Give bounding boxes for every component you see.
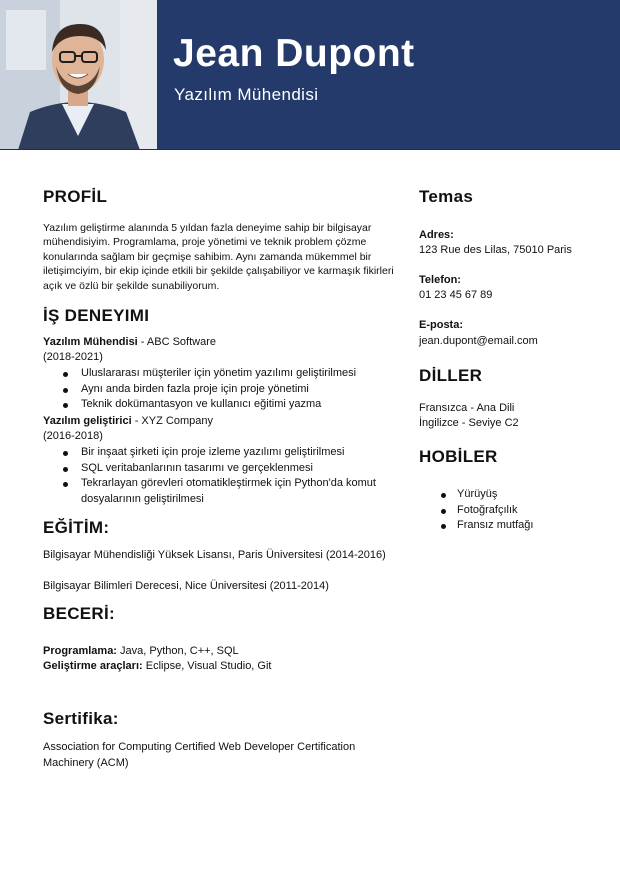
profile-photo-illustration	[0, 0, 157, 150]
language-item-1: Fransızca - Ana Dili	[419, 402, 515, 414]
hobbies-list	[419, 487, 599, 534]
bullet-icon	[63, 388, 68, 393]
bullet-icon	[441, 509, 446, 514]
list-item: Uluslararası müşteriler için yönetim yazılımı geliştirilmesi	[43, 366, 403, 382]
job-title-1	[43, 335, 216, 350]
list-item: SQL veritabanlarının tasarımı ve gerçeklenmesi	[43, 461, 403, 477]
list-item: Fransız mutfağı	[419, 518, 599, 534]
list-item: Aynı anda birden fazla proje için proje yönetimi	[43, 382, 403, 398]
list-item: Teknik dokümantasyon ve kullanıcı eğitimi yazma	[43, 397, 403, 413]
bullet-icon	[441, 493, 446, 498]
skill-item-2: Geliştirme araçları: Eclipse, Visual Studio, Git	[43, 660, 272, 672]
profile-text: Yazılım geliştirme alanında 5 yıldan fazla deneyime sahip bir bilgisayar mühendisiyim. Programlama, proje yönetimi ve teknik problem çözme konularında sağlam bir geçmişe sahibim. Aynı zamanda mükemmel bir iletişimciyim, bir ekip içinde etkili bir şekilde çalışabiliyor ve karmaşık fikirleri açık ve özlü bir şekilde sunabiliyorum.	[43, 222, 394, 292]
profile-photo	[0, 0, 157, 150]
bullet-icon	[63, 451, 68, 456]
education-item-2: Bilgisayar Bilimleri Derecesi, Nice Üniversitesi (2011-2014)	[43, 580, 329, 592]
list-item: Yürüyüş	[419, 487, 599, 503]
bullet-icon	[63, 372, 68, 377]
job-role: Yazılım geliştirici	[43, 415, 132, 427]
address-label: Adres:	[419, 229, 454, 241]
phone-value: 01 23 45 67 89	[419, 289, 493, 301]
email-value: jean.dupont@email.com	[419, 335, 538, 347]
header	[0, 0, 620, 150]
header-divider	[0, 149, 620, 150]
job-title-2	[43, 414, 213, 429]
job-company: - ABC Software	[137, 336, 217, 348]
certification-text: Association for Computing Certified Web Developer Certification Machinery (ACM)	[43, 741, 356, 769]
certification-heading: Sertifika:	[43, 709, 119, 728]
job-bullets-2	[43, 445, 403, 507]
profile-heading: PROFİL	[43, 187, 108, 206]
bullet-icon	[63, 482, 68, 487]
education-heading: EĞİTİM:	[43, 518, 110, 537]
education-item-1: Bilgisayar Mühendisliği Yüksek Lisansı, Paris Üniversitesi (2014-2016)	[43, 549, 386, 561]
experience-heading: İŞ DENEYIMI	[43, 306, 150, 325]
contact-heading: Temas	[419, 187, 474, 206]
phone-label: Telefon:	[419, 274, 461, 286]
job-company: - XYZ Company	[131, 415, 213, 427]
list-item: Fotoğrafçılık	[419, 503, 599, 519]
hobbies-heading: HOBİLER	[419, 447, 498, 466]
languages-heading: DİLLER	[419, 366, 483, 385]
bullet-icon	[441, 524, 446, 529]
list-item: Bir inşaat şirketi için proje izleme yazılımı geliştirilmesi	[43, 445, 403, 461]
bullet-icon	[63, 467, 68, 472]
language-item-2: İngilizce - Seviye C2	[419, 417, 519, 429]
bullet-icon	[63, 403, 68, 408]
job-period-2: (2016-2018)	[43, 430, 103, 442]
address-value: 123 Rue des Lilas, 75010 Paris	[419, 244, 572, 256]
skill-item-1: Programlama: Java, Python, C++, SQL	[43, 645, 239, 657]
person-name: Jean Dupont	[173, 32, 415, 75]
person-title: Yazılım Mühendisi	[174, 85, 319, 104]
skills-heading: BECERİ:	[43, 604, 115, 623]
job-role: Yazılım Mühendisi	[43, 336, 138, 348]
job-period-1: (2018-2021)	[43, 351, 103, 363]
job-bullets-1	[43, 366, 403, 413]
list-item: Tekrarlayan görevleri otomatikleştirmek için Python'da komut dosyalarının geliştirilmesi	[43, 476, 403, 507]
email-label: E-posta:	[419, 319, 463, 331]
